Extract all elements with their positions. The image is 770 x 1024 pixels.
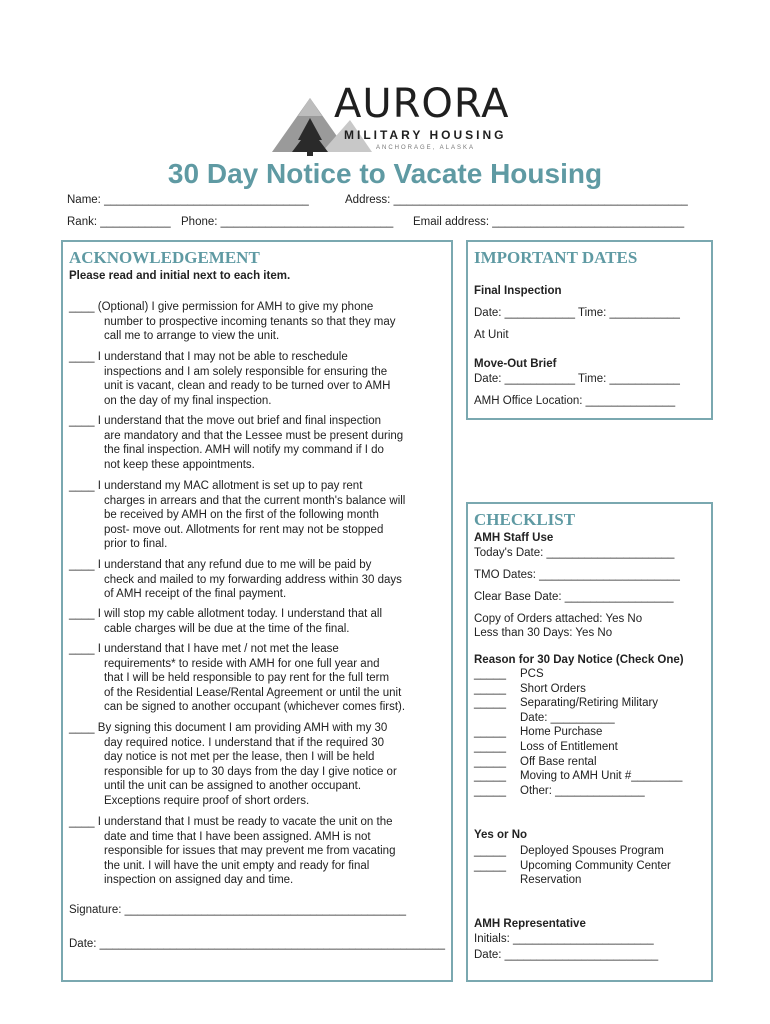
brand-name: AURORA (334, 81, 510, 127)
checklist-option-label: Other: ______________ (520, 784, 645, 797)
checkbox-blank[interactable]: _____ (474, 668, 506, 680)
acknowledgement-item-line: the unit. I will have the unit empty and ready for final (104, 859, 370, 872)
acknowledgement-item[interactable] (69, 642, 444, 715)
rank-field[interactable]: Rank: ___________ (67, 216, 171, 228)
checklist-heading: CHECKLIST (474, 510, 576, 529)
acknowledgement-item-line: unit is vacant, clean and ready to be turned over to AMH (104, 380, 391, 393)
acknowledgement-item-first-line: ____ I understand that any refund due to me will be paid by (69, 559, 372, 571)
acknowledgement-item[interactable] (69, 607, 444, 636)
acknowledgement-instruction: Please read and initial next to each item. (69, 270, 291, 282)
checklist-option-label: Upcoming Community Center (520, 859, 671, 872)
brand-subtitle: MILITARY HOUSING (344, 128, 507, 142)
yes-no-heading: Yes or No (474, 829, 528, 841)
checkbox-blank[interactable]: _____ (474, 845, 506, 857)
tmo-dates-field[interactable]: TMO Dates: ______________________ (474, 569, 680, 581)
acknowledgement-item[interactable] (69, 815, 444, 888)
acknowledgement-item-line: day required notice. I understand that if the required 30 (104, 736, 385, 749)
acknowledgement-heading: ACKNOWLEDGEMENT (69, 248, 260, 267)
reason-heading: Reason for 30 Day Notice (Check One) (474, 654, 684, 666)
acknowledgement-item-line: check and mailed to my forwarding address within 30 days (104, 573, 402, 586)
checklist-option-label: Reservation (520, 874, 582, 887)
acknowledgement-date-field[interactable]: Date: ______________________________________________________ (69, 938, 446, 950)
email-field[interactable]: Email address: ______________________________ (413, 216, 685, 228)
page-title: 30 Day Notice to Vacate Housing (167, 158, 603, 189)
acknowledgement-item-line: post- move out. Allotments for rent may not be stopped (104, 523, 384, 536)
acknowledgement-item-line: the final inspection. AMH will notify my command if I do (104, 444, 384, 457)
acknowledgement-item-line: of AMH receipt of the final payment. (104, 588, 287, 601)
checkbox-blank[interactable]: _____ (474, 784, 506, 797)
checklist-option-label: Separating/Retiring Military (520, 697, 659, 710)
acknowledgement-item[interactable] (69, 350, 444, 408)
signature-field[interactable]: Signature: ____________________________________________ (69, 904, 407, 916)
brand-location: ANCHORAGE, ALASKA (376, 145, 476, 151)
acknowledgement-item-first-line: ____ I understand my MAC allotment is set up to pay rent (69, 480, 363, 492)
acknowledgement-item-first-line: ____ I understand that I must be ready to vacate the unit on the (69, 816, 393, 828)
checkbox-blank[interactable]: _____ (474, 859, 506, 872)
acknowledgement-item-line: that I will be held responsible to pay rent for the full term (104, 672, 390, 685)
office-location-field[interactable]: AMH Office Location: ______________ (474, 395, 676, 407)
checkbox-blank[interactable]: _____ (474, 726, 506, 739)
acknowledgement-item[interactable] (69, 300, 444, 344)
representative-initials-field[interactable]: Initials: ______________________ (474, 933, 654, 945)
name-field[interactable]: Name: ________________________________ (67, 194, 309, 206)
checklist-option-label: Moving to AMH Unit #________ (520, 770, 683, 783)
final-inspection-label: Final Inspection (474, 285, 562, 297)
checklist-option-label: Deployed Spouses Program (520, 845, 664, 857)
checkbox-blank[interactable]: _____ (474, 755, 506, 768)
clear-base-date-field[interactable]: Clear Base Date: _________________ (474, 591, 674, 603)
acknowledgement-item-line: number to prospective incoming tenants so that they may (104, 315, 396, 328)
acknowledgement-item-line: on the day of my final inspection. (104, 394, 272, 407)
address-field[interactable]: Address: ______________________________________________ (345, 194, 688, 206)
acknowledgement-item-line: cable charges will be due at the time of the final. (104, 622, 350, 635)
acknowledgement-item-line: not keep these appointments. (104, 458, 255, 471)
acknowledgement-item[interactable] (69, 558, 444, 602)
checklist-option-label: Off Base rental (520, 755, 597, 768)
amh-representative-heading: AMH Representative (474, 918, 586, 930)
acknowledgement-item-line: inspection on assigned day and time. (104, 874, 294, 887)
checkbox-blank[interactable]: _____ (474, 770, 506, 783)
acknowledgement-item-first-line: ____ I will stop my cable allotment today. I understand that all (69, 608, 383, 620)
acknowledgement-item-line: date and time that I have been assigned. AMH is not (104, 830, 371, 843)
checklist-option-label: Loss of Entitlement (520, 741, 618, 753)
less-than-30-days-option[interactable]: Less than 30 Days: Yes No (474, 627, 613, 639)
acknowledgement-item-line: requirements* to reside with AMH for one full year and (104, 657, 380, 670)
acknowledgement-item-line: call me to arrange to view the unit. (104, 330, 280, 343)
acknowledgement-item-line: until the unit can be assigned to another occupant. (104, 780, 362, 793)
orders-attached-option[interactable]: Copy of Orders attached: Yes No (474, 613, 643, 625)
staff-use-label: AMH Staff Use (474, 532, 554, 544)
move-out-brief-date-field[interactable]: Date: ___________ Time: ___________ (474, 373, 680, 385)
acknowledgement-item-line: are mandatory and that the Lessee must be present during (104, 429, 404, 442)
acknowledgement-item-first-line: ____ (Optional) I give permission for AMH to give my phone (69, 301, 374, 313)
acknowledgement-item-line: responsible for issues that may prevent me from vacating (104, 845, 396, 858)
todays-date-field[interactable]: Today's Date: ____________________ (474, 547, 675, 559)
representative-date-field[interactable]: Date: ________________________ (474, 949, 659, 961)
acknowledgement-item-first-line: ____ By signing this document I am providing AMH with my 30 (69, 722, 388, 734)
acknowledgement-item-line: day notice is not met per the lease, then I will be held (104, 751, 375, 764)
acknowledgement-item-line: of the Residential Lease/Rental Agreement or until the unit (104, 686, 402, 699)
final-inspection-date-field[interactable]: Date: ___________ Time: ___________ (474, 307, 680, 319)
checklist-option-label: PCS (520, 668, 544, 680)
checkbox-blank[interactable]: _____ (474, 682, 506, 695)
checkbox-blank[interactable]: _____ (474, 697, 506, 710)
acknowledgement-item-first-line: ____ I understand that I have met / not met the lease (69, 643, 339, 655)
acknowledgement-item-line: responsible for up to 30 days from the day I give notice or (104, 765, 397, 778)
checkbox-blank[interactable]: _____ (474, 741, 506, 753)
acknowledgement-item[interactable] (69, 414, 444, 472)
acknowledgement-item[interactable] (69, 479, 444, 552)
acknowledgement-item-line: charges in arrears and that the current month's balance will (104, 494, 406, 507)
acknowledgement-item-line: Exceptions require proof of short orders. (104, 794, 310, 807)
checklist-option-label: Short Orders (520, 682, 586, 695)
acknowledgement-item-line: can be signed to another occupant (whichever comes first). (104, 701, 406, 714)
move-out-brief-label: Move-Out Brief (474, 358, 557, 370)
acknowledgement-item-line: prior to final. (104, 538, 168, 551)
acknowledgement-item[interactable] (69, 721, 444, 809)
phone-field[interactable]: Phone: ___________________________ (181, 216, 394, 228)
acknowledgement-item-line: be received by AMH on the first of the following month (104, 509, 379, 522)
acknowledgement-item-first-line: ____ I understand that I may not be able to reschedule (69, 351, 348, 363)
checklist-option-label: Home Purchase (520, 726, 603, 739)
acknowledgement-item-line: inspections and I am solely responsible for ensuring the (104, 365, 388, 378)
acknowledgement-item-first-line: ____ I understand that the move out brief and final inspection (69, 415, 381, 427)
important-dates-heading: IMPORTANT DATES (474, 248, 638, 267)
checklist-option-label: Date: __________ (520, 711, 615, 724)
at-unit-label: At Unit (474, 329, 509, 341)
